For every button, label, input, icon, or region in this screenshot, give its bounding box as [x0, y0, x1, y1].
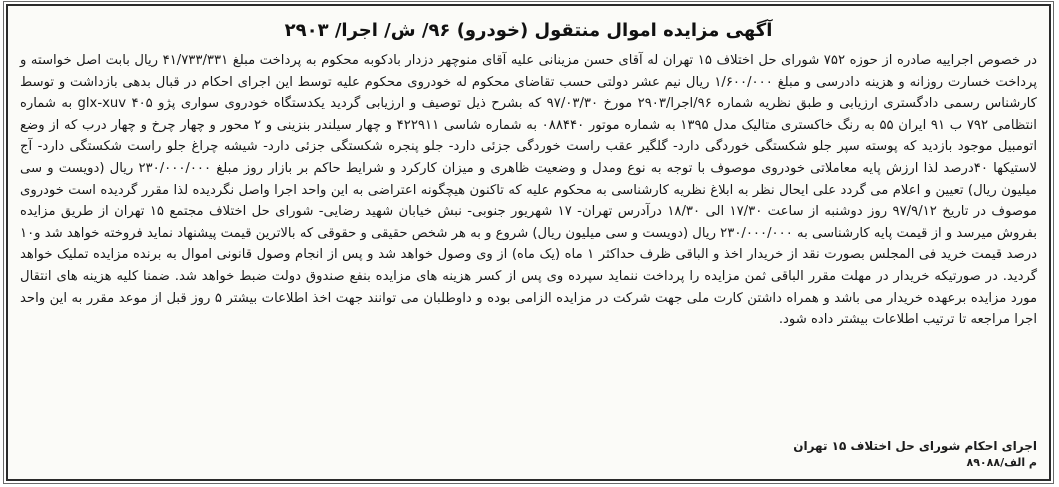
notice-code: ۸۹۰۸۸/م الف — [966, 456, 1037, 469]
notice-body: در خصوص اجراییه صادره از حوزه ۷۵۲ شورای حل اختلاف ۱۵ تهران له آقای حسن مزینانی علیه آقای منوچهر دزدار بادکوبه محکوم به پرداخت مبلغ ۴۱/۷۳۳/۳۳۱ ریال بابت اصل خواسته و پرداخت خسارت روزانه و هزینه دادرسی و مبلغ ۱/۶۰۰/۰۰۰ ریال نیم عشر دولتی حسب تقاضای محکوم له خودروی محکوم علیه توسط این اجرای احکام در قبال بدهی بازداشت و توسط کارشناس رسمی دادگستری ارزیابی و طبق نظریه شماره ۹۶/اجرا/۲۹۰۳ مورخ ۹۷/۰۳/۳۰ که بشرح ذیل توصیف و ارزیابی گردید یکدستگاه خودروی سواری پژو ۴۰۵ glx-xuv به شماره انتظامی ۷۹۲ ب ۹۱ ایران ۵۵ به رنگ خاکستری متالیک مدل ۱۳۹۵ به شماره موتور ۰۸۸۴۴۰ به شماره شاسی ۴۲۲۹۱۱ و چهار سیلندر بنزینی و ۲ محور و چهار چرخ و چهار درب که از وضع اتومبیل موجود بازدید که پوسته سپر جلو شکستگی خوردگی دارد- گلگیر عقب راست خوردگی جزئی دارد- جلو پنجره شکستگی جزئی دارد- شیشه چراغ جلو راست شکستگی دارد- آج لاستیکها ۴۰درصد لذا ارزش پایه معاملاتی خودروی موصوف با توجه به نوع ومدل و وضعیت ظاهری و میزان کارکرد و شرایط حاکم بر بازار روز مبلغ ۲۳۰/۰۰۰/۰۰۰ ریال (دویست و سی میلیون ریال) تعیین و اعلام می گردد علی ایحال نظر به ابلاغ نظریه کارشناسی به محکوم علیه که تاکنون هیچگونه اعتراضی به این واحد اجرا واصل نگردیده لذا مقرر گردیده است خودروی موصوف در تاریخ ۹۷/۹/۱۲ روز دوشنبه از ساعت ۱۷/۳۰ الی ۱۸/۳۰ درآدرس تهران- ۱۷ شهریور جنوبی- نبش خیابان شهید رضایی- شورای حل اختلاف مجتمع ۱۵ تهران از طریق مزایده بفروش میرسد و از قیمت پایه کارشناسی به ۲۳۰/۰۰۰/۰۰۰ ریال (دویست و سی میلیون ریال) شروع و به هر شخص حقیقی و حقوقی که بالاترین قیمت پیشنهاد نماید فروخته خواهد شد و۱۰ درصد قیمت خرید فی المجلس بصورت نقد از خریدار اخذ و الباقی ظرف حداکثر ۱ ماه (یک ماه) از وی وصول خواهد شد و پس از انجام وصول قانونی اموال به برنده مزایده تملیک خواهد گردید. در صورتیکه خریدار در مهلت مقرر الباقی ثمن مزایده را پرداخت ننماید سپرده وی پس از کسر هزینه های مزایده بنفع صندوق دولت ضبط خواهد شد. ضمنا کلیه هزینه های انتقال مورد مزایده برعهده خریدار می باشد و همراه داشتن کارت ملی جهت شرکت در مزایده الزامی بوده و داوطلبان می توانند جهت اخذ اطلاعات بیشتر ۵ روز قبل از موعد مقرر به این واحد اجرا مراجعه تا ترتیب اطلاعات بیشتر داده شود. — [20, 53, 1038, 328]
auction-notice — [6, 4, 1051, 481]
notice-footer — [793, 437, 1037, 471]
notice-title: آگهی مزایده اموال منتقول (خودرو) ۹۶/ ش/ اجرا/ ۲۹۰۳ — [284, 20, 773, 41]
issuer-signature: اجرای احکام شورای حل اختلاف ۱۵ تهران — [793, 439, 1037, 453]
